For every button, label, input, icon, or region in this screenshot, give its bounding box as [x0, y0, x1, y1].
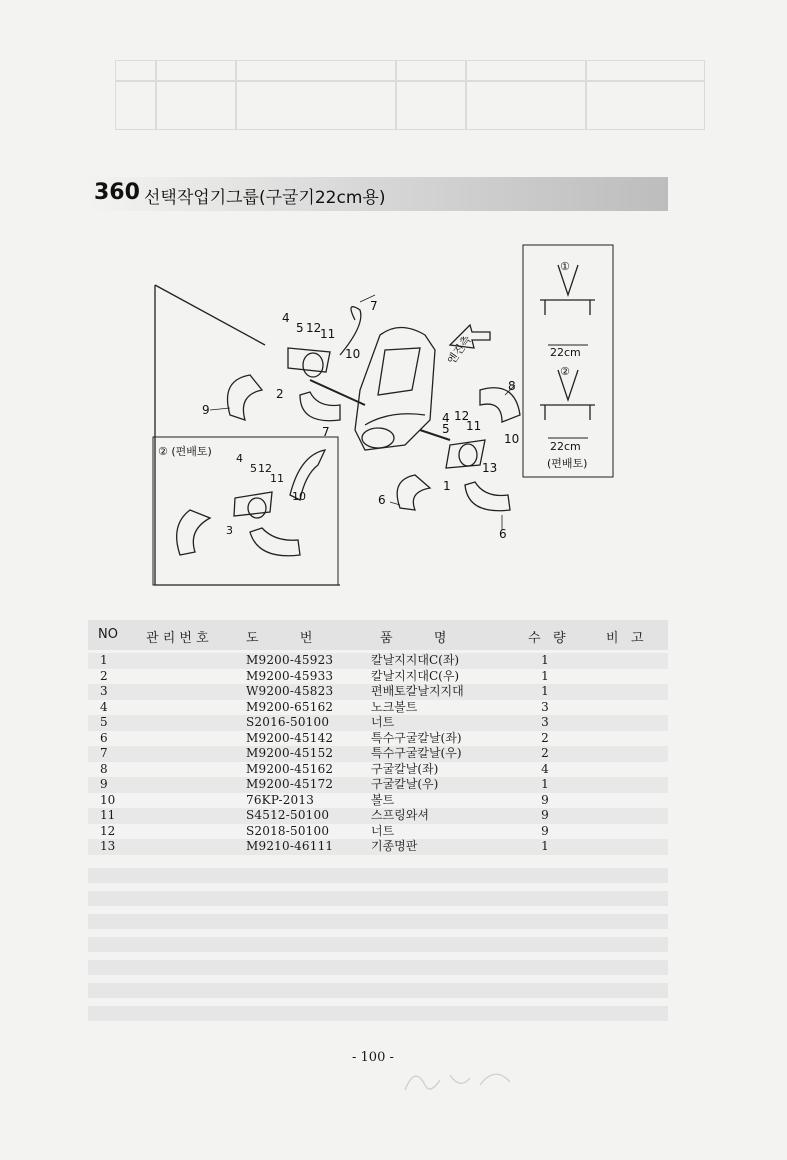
table-row	[88, 715, 668, 731]
callout-6a: 6	[378, 493, 386, 507]
table-row	[88, 839, 668, 855]
row-no: 6	[100, 730, 108, 745]
row-part-name: 볼트	[371, 792, 395, 807]
table-row	[88, 700, 668, 716]
table-row	[88, 808, 668, 824]
row-part-name: 너트	[371, 823, 395, 838]
table-row	[88, 684, 668, 700]
row-quantity: 3	[541, 715, 549, 729]
empty-table-stripes	[88, 868, 668, 1028]
row-part-number: M9210-46111	[246, 839, 334, 853]
callout-8: 8	[508, 379, 516, 393]
side-label-2: (편배토)	[547, 457, 588, 470]
side-width-2: 22cm	[550, 440, 581, 453]
callout-12: 12	[306, 321, 322, 335]
header-drawing-number: 도 번	[246, 631, 313, 646]
row-part-number: S2018-50100	[246, 823, 330, 838]
row-quantity: 4	[541, 761, 549, 776]
row-part-name: 칼날지지대C(좌)	[371, 653, 460, 667]
inset-label: ② (편배토)	[158, 445, 212, 458]
row-no: 11	[100, 808, 116, 822]
callout-11: 11	[320, 327, 336, 341]
row-part-number: 76KP-2013	[246, 792, 315, 807]
exploded-parts-diagram	[150, 240, 670, 600]
callout-10b: 10	[504, 432, 520, 446]
row-quantity: 2	[541, 746, 549, 760]
row-quantity: 9	[541, 792, 549, 807]
callout-4: 4	[282, 311, 290, 325]
header-remarks: 비 고	[606, 631, 644, 646]
row-part-name: 편배토칼날지지대	[371, 684, 464, 698]
row-quantity: 9	[541, 808, 549, 822]
row-no: 10	[100, 792, 116, 807]
bleed-through-table	[115, 60, 705, 130]
row-no: 7	[100, 746, 108, 760]
callout-10a: 10	[345, 347, 361, 361]
side-mark-2: ②	[560, 365, 570, 378]
row-part-name: 너트	[371, 715, 395, 729]
row-quantity: 1	[541, 684, 549, 698]
inset-callout-5: 5	[250, 462, 257, 475]
callout-12b: 12	[454, 409, 470, 423]
row-part-name: 노크볼트	[371, 699, 418, 714]
row-quantity: 1	[541, 653, 549, 667]
callout-5: 5	[296, 321, 304, 335]
inset-callout-4: 4	[236, 452, 243, 465]
row-part-name: 기종명판	[371, 839, 418, 853]
section-header	[88, 177, 668, 211]
row-part-number: M9200-45142	[246, 730, 334, 745]
row-no: 5	[100, 715, 108, 729]
direction-label: 엔진측	[444, 333, 474, 367]
header-management-number: 관 리 번 호	[146, 631, 209, 646]
inset-callout-10: 10	[292, 490, 306, 503]
table-row	[88, 793, 668, 809]
row-part-name: 스프링와셔	[371, 808, 429, 822]
callout-9: 9	[202, 403, 210, 417]
row-part-number: M9200-45172	[246, 777, 334, 791]
callout-2: 2	[276, 387, 284, 401]
row-no: 12	[100, 823, 116, 838]
callout-1: 1	[443, 479, 451, 493]
header-part-name: 품 명	[380, 631, 447, 646]
row-quantity: 9	[541, 823, 549, 838]
callout-11b: 11	[466, 419, 482, 433]
row-part-number: S4512-50100	[246, 808, 330, 822]
parts-illustration	[150, 240, 670, 600]
inset-callout-11: 11	[270, 472, 284, 485]
section-title: 선택작업기그룹(구굴기22cm용)	[144, 188, 386, 208]
callout-7b: 7	[322, 425, 330, 439]
callout-5b: 5	[442, 422, 450, 436]
page-number: - 100 -	[352, 1050, 394, 1065]
row-quantity: 1	[541, 839, 549, 853]
row-quantity: 3	[541, 699, 549, 714]
row-part-number: W9200-45823	[246, 684, 334, 698]
row-part-name: 특수구굴칼날(우)	[371, 746, 462, 760]
header-no: NO	[98, 627, 118, 642]
side-width-1: 22cm	[550, 346, 581, 359]
row-quantity: 1	[541, 668, 549, 683]
inset-callout-12: 12	[258, 462, 272, 475]
row-part-name: 칼날지지대C(우)	[371, 668, 460, 683]
row-part-number: M9200-45923	[246, 653, 334, 667]
header-quantity: 수 량	[528, 631, 566, 646]
row-part-number: M9200-45162	[246, 761, 334, 776]
row-no: 3	[100, 684, 108, 698]
row-part-name: 특수구굴칼날(좌)	[371, 730, 462, 745]
parts-table-body	[88, 653, 668, 855]
row-quantity: 1	[541, 777, 549, 791]
row-no: 8	[100, 761, 108, 776]
row-part-number: S2016-50100	[246, 715, 330, 729]
row-part-number: M9200-65162	[246, 699, 334, 714]
row-part-number: M9200-45152	[246, 746, 334, 760]
parts-table-header	[88, 620, 668, 650]
inset-callout-3: 3	[226, 524, 233, 537]
table-row	[88, 669, 668, 685]
row-no: 4	[100, 699, 108, 714]
row-no: 2	[100, 668, 108, 683]
row-part-number: M9200-45933	[246, 668, 334, 683]
callout-6b: 6	[499, 527, 507, 541]
callout-13: 13	[482, 461, 498, 475]
row-part-name: 구굴칼날(좌)	[371, 761, 439, 776]
row-part-name: 구굴칼날(우)	[371, 777, 439, 791]
row-no: 1	[100, 653, 108, 667]
section-number: 360	[94, 180, 140, 205]
row-no: 13	[100, 839, 116, 853]
table-row	[88, 731, 668, 747]
callout-4b: 4	[442, 411, 450, 425]
table-row	[88, 777, 668, 793]
table-row	[88, 762, 668, 778]
row-no: 9	[100, 777, 108, 791]
callout-7a: 7	[370, 299, 378, 313]
table-row	[88, 653, 668, 669]
side-mark-1: ①	[560, 260, 570, 273]
handwritten-pencil-mark	[400, 1060, 520, 1100]
table-row	[88, 746, 668, 762]
row-quantity: 2	[541, 730, 549, 745]
table-row	[88, 824, 668, 840]
